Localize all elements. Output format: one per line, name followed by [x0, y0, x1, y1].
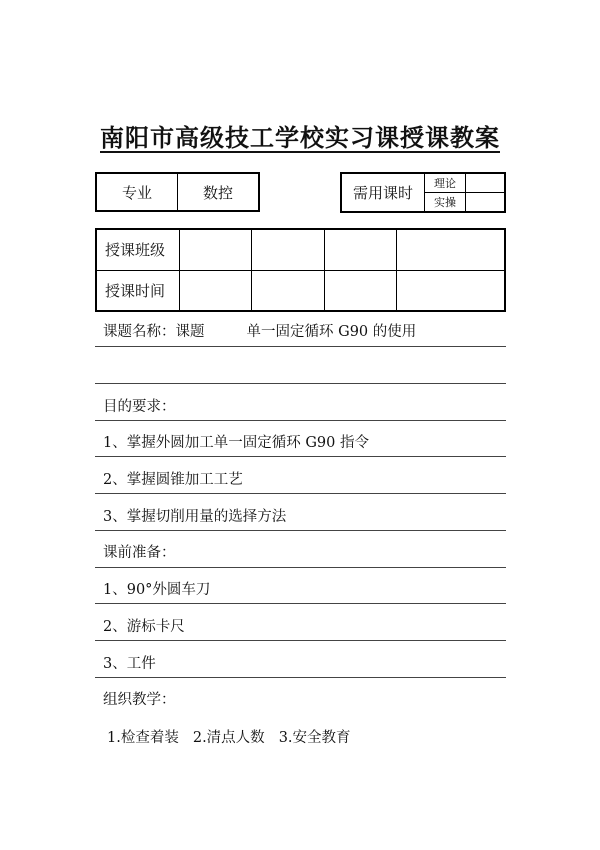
topic-prefix: 课题名称：课题 — [103, 324, 205, 340]
topic-name: 单一固定循环 G90 的使用 — [246, 324, 417, 340]
class-table — [95, 228, 506, 312]
major-label: 专业 — [96, 173, 178, 211]
rule-line — [95, 567, 506, 568]
preparation-item: 1、90°外圆车刀 — [103, 582, 211, 598]
rule-line — [95, 383, 506, 384]
rule-line — [95, 530, 506, 531]
practice-label: 实操 — [425, 193, 466, 213]
time-cell — [252, 270, 324, 311]
rule-line — [95, 640, 506, 641]
class-cell — [324, 229, 396, 270]
rule-line — [95, 603, 506, 604]
class-cell — [180, 229, 252, 270]
topic-line — [103, 320, 416, 341]
hours-label: 需用课时 — [341, 173, 425, 212]
organization-steps — [107, 726, 351, 747]
preparation-item: 3、工件 — [103, 656, 156, 672]
theory-label: 理论 — [425, 173, 466, 193]
class-label: 授课班级 — [96, 229, 180, 270]
time-cell — [396, 270, 505, 311]
rule-line — [95, 456, 506, 457]
rule-line — [95, 493, 506, 494]
organization-step: 2.清点人数 — [192, 730, 265, 746]
objectives-heading: 目的要求： — [103, 399, 176, 415]
rule-line — [95, 420, 506, 421]
preparation-heading: 课前准备： — [103, 545, 176, 561]
time-cell — [180, 270, 252, 311]
organization-step: 3.安全教育 — [278, 730, 351, 746]
class-cell — [252, 229, 324, 270]
organization-step: 1.检查着装 — [107, 730, 179, 746]
page-title: 南阳市高级技工学校实习课授课教案 — [100, 123, 500, 152]
hours-table — [340, 172, 506, 213]
organization-heading: 组织教学： — [103, 692, 176, 708]
practice-value — [466, 193, 506, 213]
preparation-item: 2、游标卡尺 — [103, 619, 185, 635]
time-label: 授课时间 — [96, 270, 180, 311]
major-table — [95, 172, 260, 212]
class-cell — [396, 229, 505, 270]
rule-line — [95, 677, 506, 678]
rule-line — [95, 346, 506, 347]
objective-item: 3、掌握切削用量的选择方法 — [103, 509, 287, 525]
time-cell — [324, 270, 396, 311]
objective-item: 2、掌握圆锥加工工艺 — [103, 472, 243, 488]
theory-value — [466, 173, 506, 193]
objective-item: 1、掌握外圆加工单一固定循环 G90 指令 — [103, 435, 369, 451]
major-value: 数控 — [178, 173, 260, 211]
